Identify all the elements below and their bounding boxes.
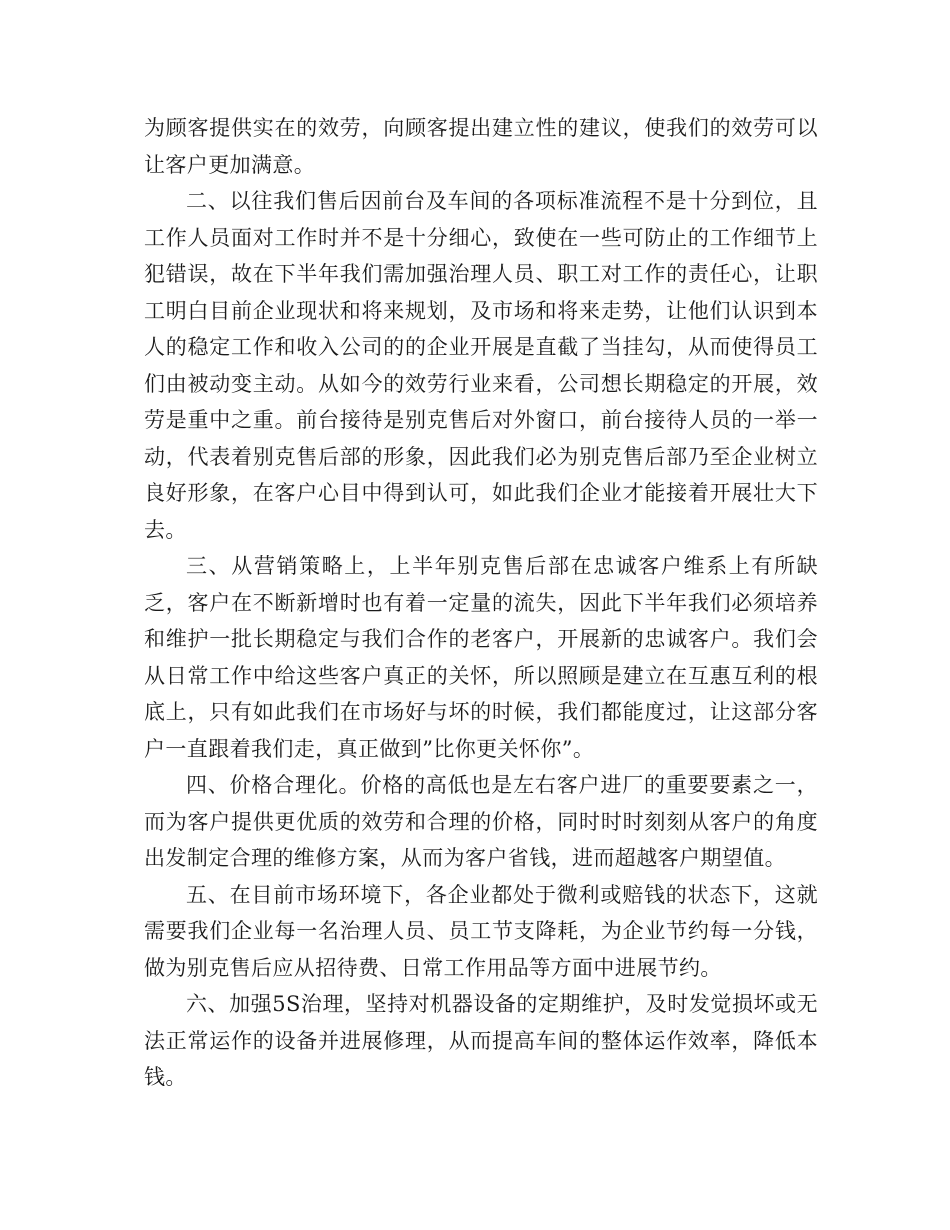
paragraph-section-6: 六、加强5S治理，坚持对机器设备的定期维护，及时发觉损坏或无法正常运作的设备并进展修理，从而提高车间的整体运作效率，降低本钱。 (144, 992, 818, 1089)
paragraph-section-2: 二、以往我们售后因前台及车间的各项标准流程不是十分到位，且工作人员面对工作时并不是十分细心，致使在一些可防止的工作细节上犯错误，故在下半年我们需加强治理人员、职工对工作的责任心，让职工明白目前企业现状和将来规划，及市场和将来走势，让他们认识到本人的稳定工作和收入公司的的企业开展是直截了当挂勾，从而使得员工们由被动变主动。从如今的效劳行业来看，公司想长期稳定的开展，效劳是重中之重。前台接待是别克售后对外窗口，前台接待人员的一举一动，代表着别克售后部的形象，因此我们必为别克售后部乃至企业树立良好形象，在客户心目中得到认可，如此我们企业才能接着开展壮大下去。 (144, 189, 818, 542)
paragraph-section-4: 四、价格合理化。价格的高低也是左右客户进厂的重要要素之一，而为客户提供更优质的效劳和合理的价格，同时时时刻刻从客户的角度出发制定合理的维修方案，从而为客户省钱，进而超越客户期望值。 (144, 773, 818, 870)
paragraph-continuation: 为顾客提供实在的效劳，向顾客提出建立性的建议，使我们的效劳可以让客户更加满意。 (144, 116, 818, 177)
document-body (144, 110, 818, 1096)
paragraph-section-5: 五、在目前市场环境下，各企业都处于微利或赔钱的状态下，这就需要我们企业每一名治理人员、员工节支降耗，为企业节约每一分钱，做为别克售后应从招待费、日常工作用品等方面中进展节约。 (144, 882, 818, 980)
paragraph-section-3: 三、从营销策略上，上半年别克售后部在忠诚客户维系上有所缺乏，客户在不断新增时也有着一定量的流失，因此下半年我们必须培养和维护一批长期稳定与我们合作的老客户，开展新的忠诚客户。我们会从日常工作中给这些客户真正的关怀，所以照顾是建立在互惠互利的根底上，只有如此我们在市场好与坏的时候，我们都能度过，让这部分客户一直跟着我们走，真正做到”比你更关怀你”。 (144, 554, 818, 761)
